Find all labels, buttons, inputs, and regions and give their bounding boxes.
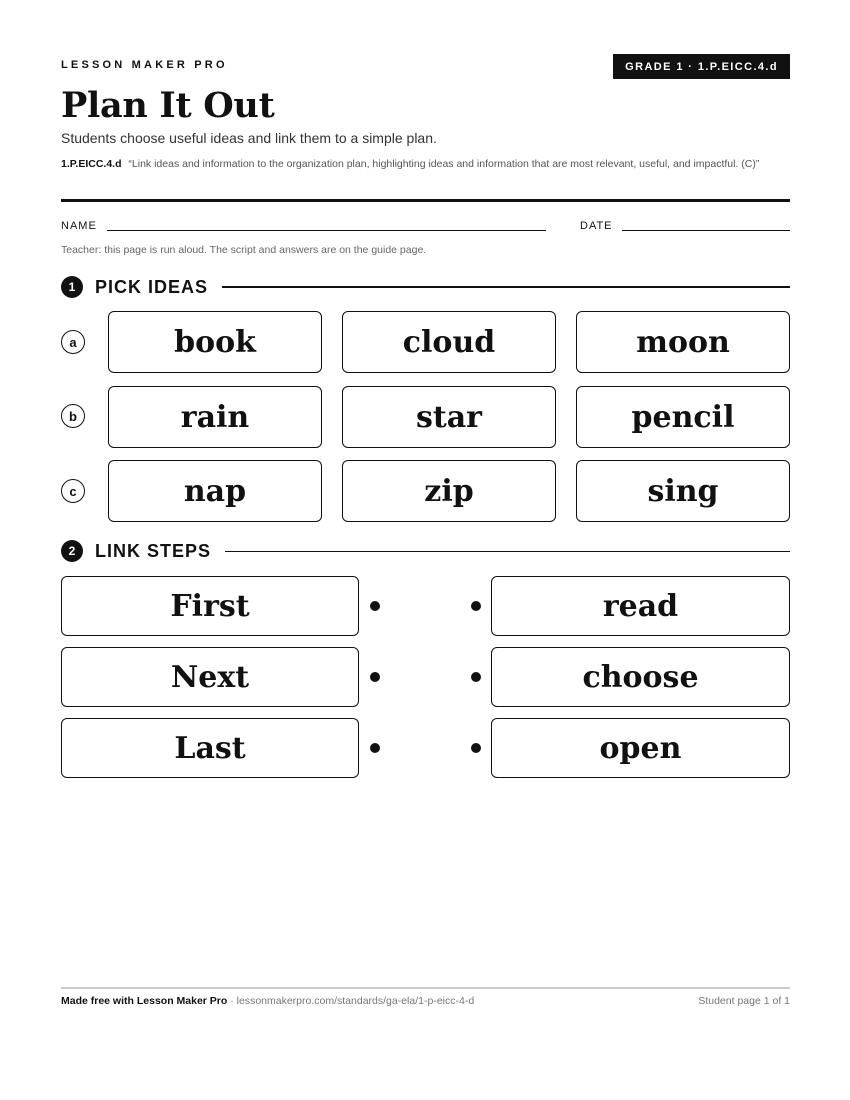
section-pick-ideas-header xyxy=(61,276,790,298)
step-card-first[interactable]: First xyxy=(61,576,359,636)
action-card-choose[interactable]: choose xyxy=(491,647,790,707)
section-title: PICK IDEAS xyxy=(95,276,209,297)
date-label: DATE xyxy=(580,220,613,232)
section-number-badge: 1 xyxy=(61,276,83,298)
date-field[interactable] xyxy=(622,230,790,231)
word-card-zip[interactable]: zip xyxy=(342,460,556,522)
footer-divider xyxy=(61,987,790,989)
word-card-star[interactable]: star xyxy=(342,386,556,448)
section-link-steps-header xyxy=(61,540,790,562)
teacher-note: Teacher: this page is run aloud. The script and answers are on the guide page. xyxy=(61,244,427,256)
standard-description xyxy=(61,156,761,172)
section-rule xyxy=(222,286,790,288)
name-field[interactable] xyxy=(107,230,546,231)
action-card-read[interactable]: read xyxy=(491,576,790,636)
word-card-nap[interactable]: nap xyxy=(108,460,322,522)
word-card-book[interactable]: book xyxy=(108,311,322,373)
standard-code: 1.P.EICC.4.d xyxy=(61,158,122,170)
word-card-rain[interactable]: rain xyxy=(108,386,322,448)
connector-dot-left-3[interactable] xyxy=(370,743,380,753)
brand-name: LESSON MAKER PRO xyxy=(61,59,228,71)
step-card-next[interactable]: Next xyxy=(61,647,359,707)
connector-dot-left-1[interactable] xyxy=(370,601,380,611)
row-letter-b: b xyxy=(61,404,85,428)
standard-text: “Link ideas and information to the organization plan, highlighting ideas and information that are most relevant, useful, and impactful. (C)” xyxy=(128,158,760,170)
connector-dot-right-1[interactable] xyxy=(471,601,481,611)
section-rule xyxy=(225,551,790,552)
word-card-cloud[interactable]: cloud xyxy=(342,311,556,373)
connector-dot-left-2[interactable] xyxy=(370,672,380,682)
footer-made-with: Made free with Lesson Maker Pro xyxy=(61,995,228,1007)
grade-badge: GRADE 1 · 1.P.EICC.4.d xyxy=(613,54,790,79)
action-card-open[interactable]: open xyxy=(491,718,790,778)
name-label: NAME xyxy=(61,220,97,232)
step-card-last[interactable]: Last xyxy=(61,718,359,778)
row-letter-a: a xyxy=(61,330,85,354)
page-title: Plan It Out xyxy=(61,85,275,126)
footer-credit xyxy=(61,995,474,1007)
connector-dot-right-3[interactable] xyxy=(471,743,481,753)
footer-url[interactable]: · lessonmakerpro.com/standards/ga-ela/1-p-eicc-4-d xyxy=(227,995,475,1007)
row-letter-c: c xyxy=(61,479,85,503)
word-card-pencil[interactable]: pencil xyxy=(576,386,790,448)
page-subtitle: Students choose useful ideas and link them to a simple plan. xyxy=(61,130,437,146)
word-card-moon[interactable]: moon xyxy=(576,311,790,373)
footer-page-number: Student page 1 of 1 xyxy=(698,995,790,1007)
header-divider xyxy=(61,199,790,202)
connector-dot-right-2[interactable] xyxy=(471,672,481,682)
section-number-badge: 2 xyxy=(61,540,83,562)
worksheet-page xyxy=(61,0,790,1100)
word-card-sing[interactable]: sing xyxy=(576,460,790,522)
section-title: LINK STEPS xyxy=(95,540,212,561)
